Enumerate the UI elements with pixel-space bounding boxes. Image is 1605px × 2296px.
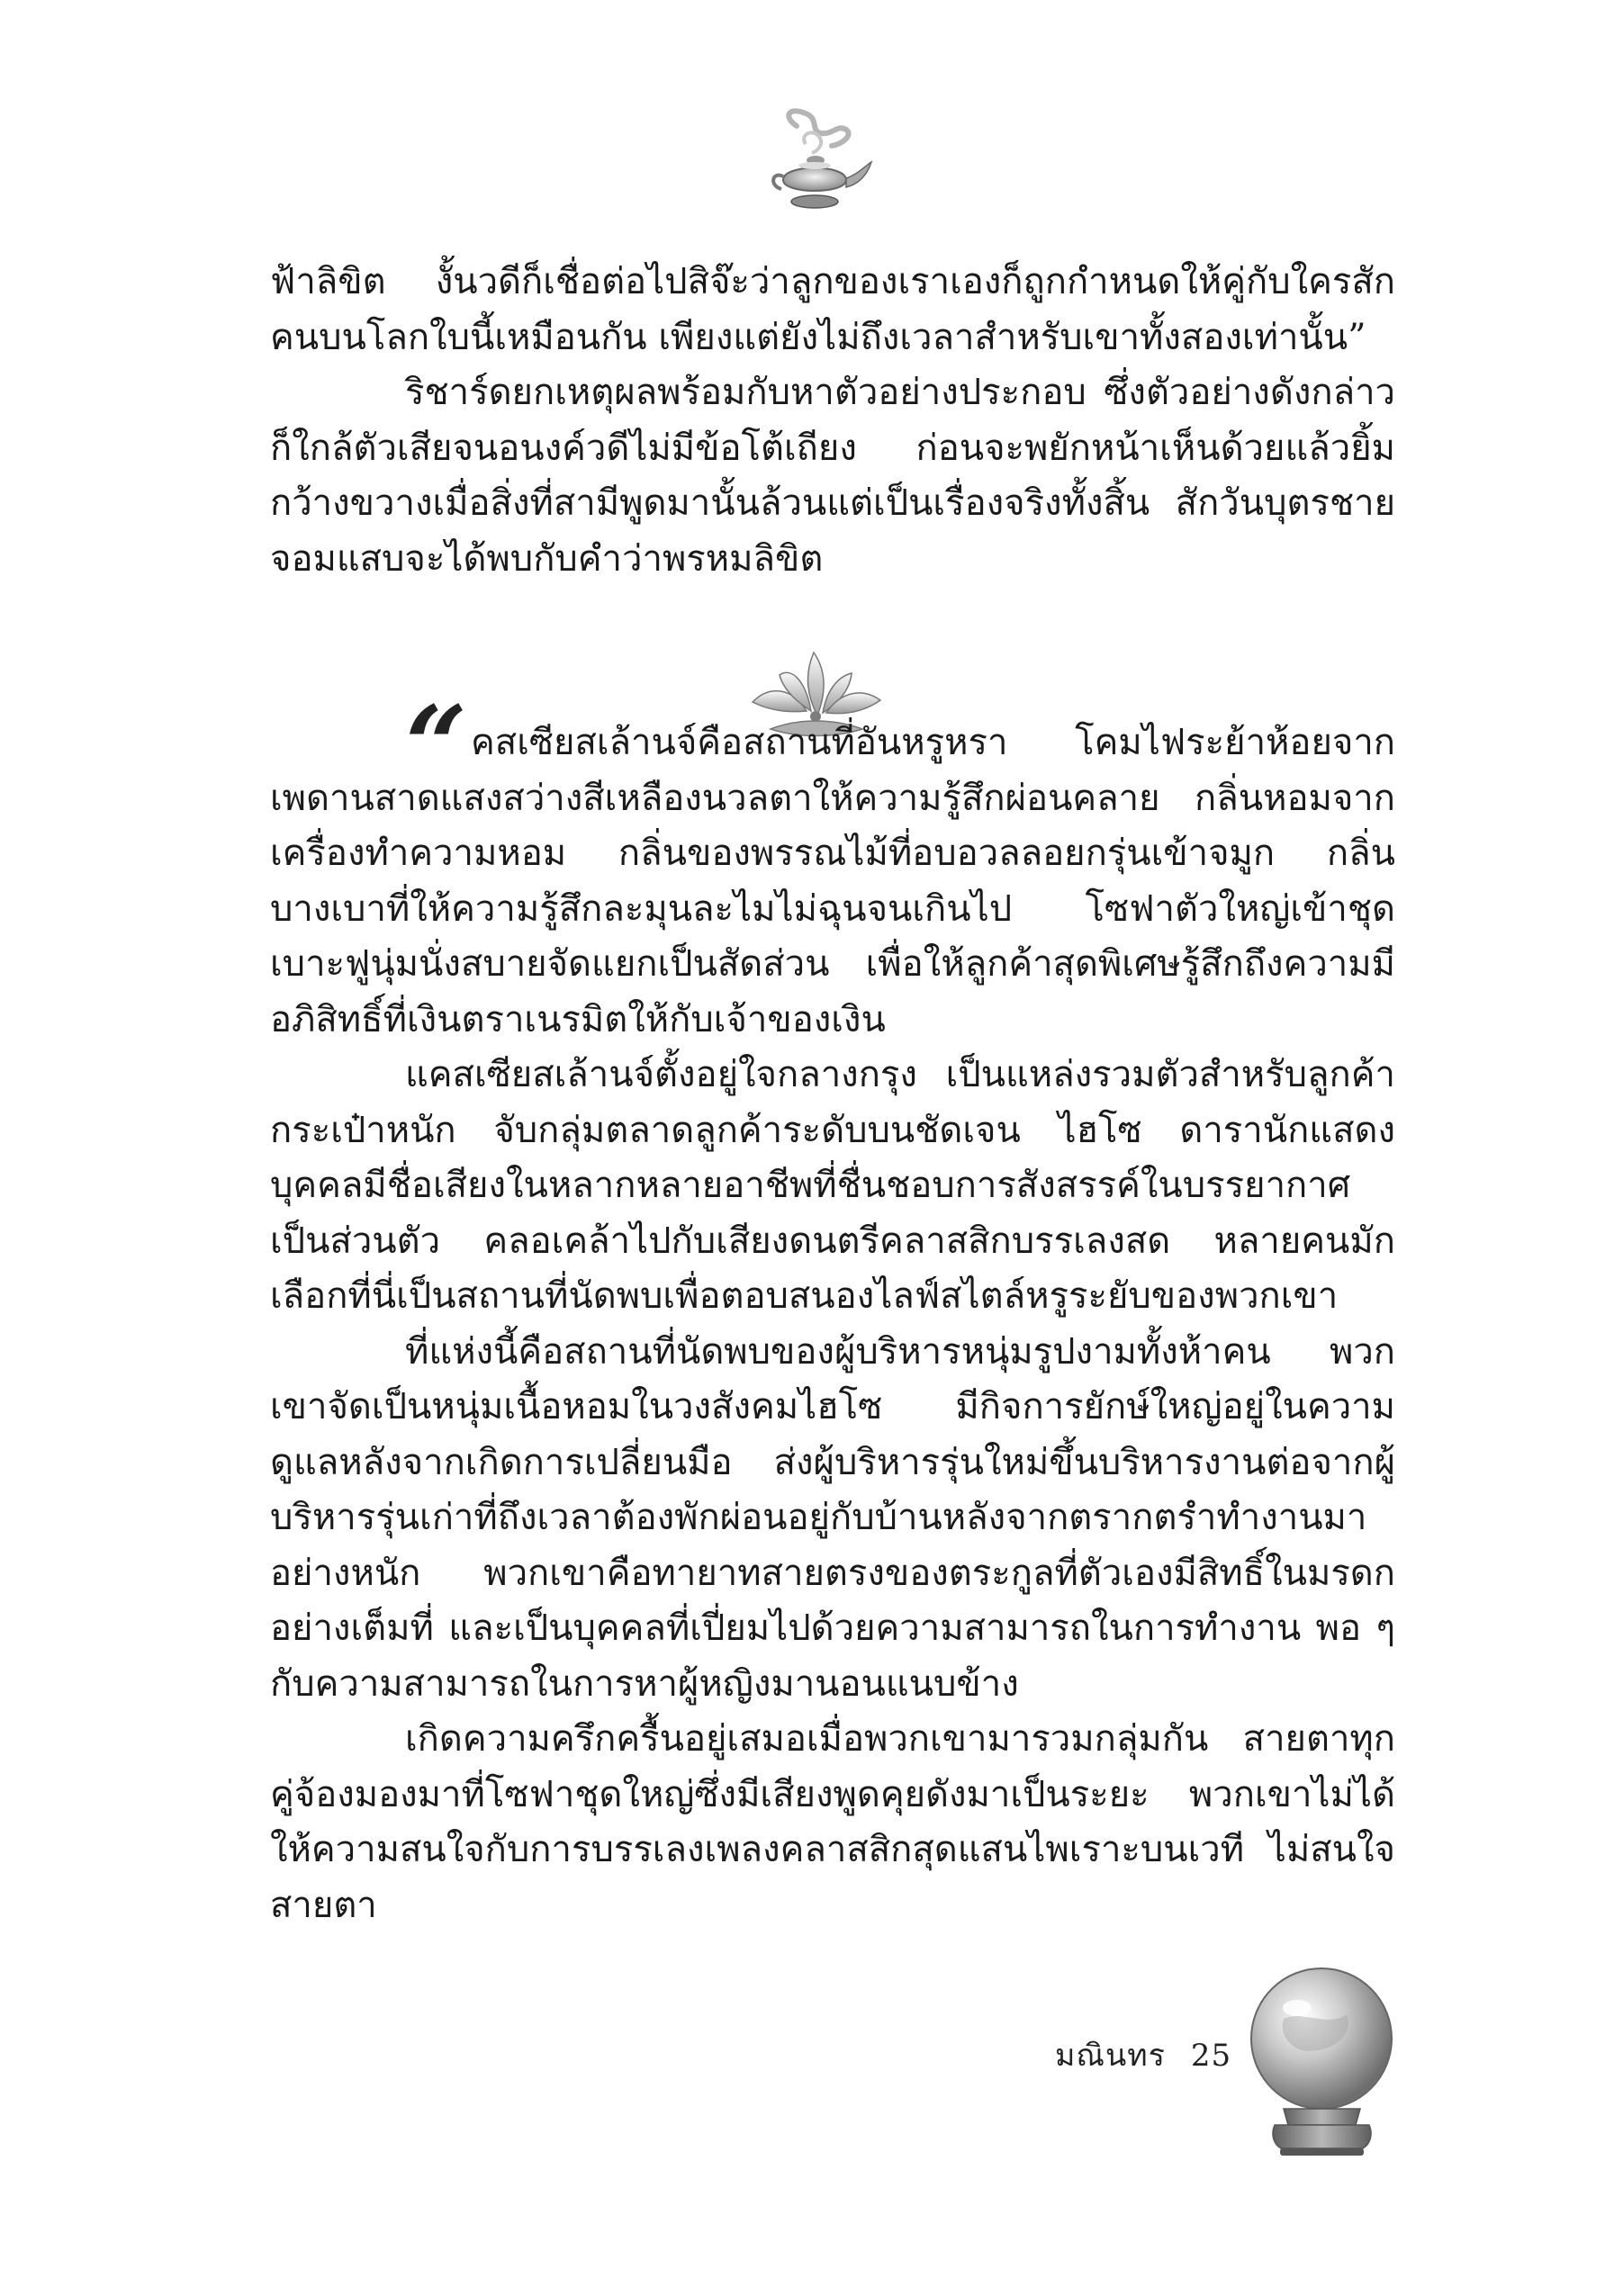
paragraph: ริชาร์ดยกเหตุผลพร้อมกับหาตัวอย่างประกอบ ซึ่งตัวอย่างดังกล่าวก็ใกล้ตัวเสียจนอนงค์วดีไม่มีข้อโต้เถียง ก่อนจะพยักหน้าเห็นด้วยแล้วยิ้มกว้างขวางเมื่อสิ่งที่สามีพูดมานั้นล้วนแต่เป็นเรื่องจริงทั้งสิ้น สักวันบุตรชายจอมแสบจะได้พบกับคำว่าพรหมลิขิต <box>270 372 1395 580</box>
paragraph: ฟ้าลิขิต งั้นวดีก็เชื่อต่อไปสิจ๊ะว่าลูกของเราเองก็ถูกกำหนดให้คู่กับใครสักคนบนโลกใบนี้เหมือนกัน เพียงแต่ยังไม่ถึงเวลาสำหรับเขาทั้งสองเท่านั้น” <box>270 261 1395 358</box>
author-name: มณินทร <box>1055 2038 1166 2074</box>
page-footer <box>1055 2030 1231 2079</box>
crystal-ball-icon <box>1248 1965 1396 2158</box>
page-number: 25 <box>1190 2038 1232 2074</box>
open-quote-mark: “ <box>405 682 468 809</box>
paragraph-with-quote <box>270 682 1395 1048</box>
paragraph: ที่แห่งนี้คือสถานที่นัดพบของผู้บริหารหนุ่มรูปงามทั้งห้าคน พวกเขาจัดเป็นหนุ่มเนื้อหอมในวงสังคมไฮโซ มีกิจการยักษ์ใหญ่อยู่ในความดูแลหลังจากเกิดการเปลี่ยนมือ ส่งผู้บริหารรุ่นใหม่ขึ้นบริหารงานต่อจากผู้บริหารรุ่นเก่าที่ถึงเวลาต้องพักผ่อนอยู่กับบ้านหลังจากตรากตรำทำงานมาอย่างหนัก พวกเขาคือทายาทสายตรงของตระกูลที่ตัวเองมีสิทธิ์ในมรดกอย่างเต็มที่ และเป็นบุคคลที่เปี่ยมไปด้วยความสามารถในการทำงาน พอ ๆ กับความสามารถในการหาผู้หญิงมานอนแนบข้าง <box>270 1330 1395 1705</box>
text-section-2 <box>270 682 1395 1933</box>
paragraph: แคสเซียสเล้านจ์ตั้งอยู่ใจกลางกรุง เป็นแหล่งรวมตัวสำหรับลูกค้ากระเป๋าหนัก จับกลุ่มตลาดลูกค้าระดับบนชัดเจน ไฮโซ ดารานักแสดง บุคคลมีชื่อเสียงในหลากหลายอาชีพที่ชื่นชอบการสังสรรค์ในบรรยากาศเป็นส่วนตัว คลอเคล้าไปกับเสียงดนตรีคลาสสิกบรรเลงสด หลายคนมักเลือกที่นี่เป็นสถานที่นัดพบเพื่อตอบสนองไลฟ์สไตล์หรูระยับของพวกเขา <box>270 1054 1395 1317</box>
paragraph: เกิดความครึกครื้นอยู่เสมอเมื่อพวกเขามารวมกลุ่มกัน สายตาทุกคู่จ้องมองมาที่โซฟาชุดใหญ่ซึ่งมีเสียงพูดคุยดังมาเป็นระยะ พวกเขาไม่ได้ให้ความสนใจกับการบรรเลงเพลงคลาสสิกสุดแสนไพเราะบนเวที ไม่สนใจสายตา <box>270 1718 1395 1926</box>
magic-lamp-icon <box>756 108 873 225</box>
paragraph-text: คสเซียสเล้านจ์คือสถานที่อันหรูหรา โคมไฟระย้าห้อยจากเพดานสาดแสงสว่างสีเหลืองนวลตาให้ความรู้สึกผ่อนคลาย กลิ่นหอมจากเครื่องทำความหอม กลิ่นของพรรณไม้ที่อบอวลลอยกรุ่นเข้าจมูก กลิ่นบางเบาที่ให้ความรู้สึกละมุนละไมไม่ฉุนจนเกินไป โซฟาตัวใหญ่เข้าชุด เบาะฟูนุ่มนั่งสบายจัดแยกเป็นสัดส่วน เพื่อให้ลูกค้าสุดพิเศษรู้สึกถึงความมีอภิสิทธิ์ที่เงินตราเนรมิตให้กับเจ้าของเงิน <box>270 722 1395 1040</box>
text-section-1 <box>270 255 1395 587</box>
